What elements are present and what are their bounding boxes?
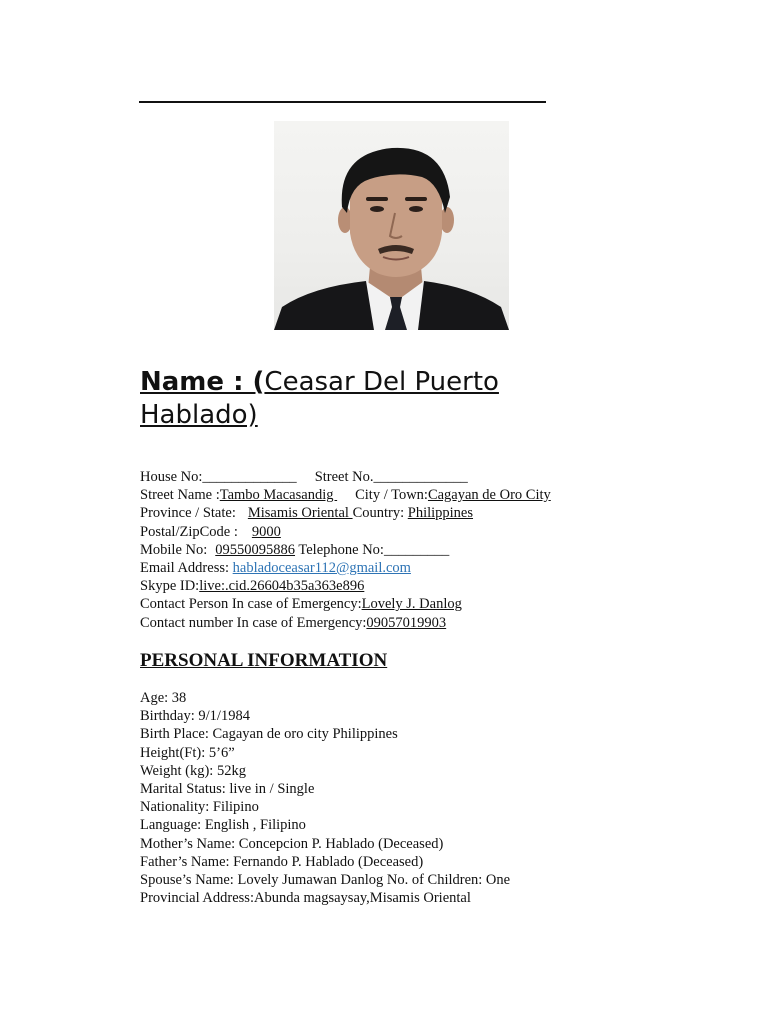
personal-info-line: Father’s Name: Fernando P. Hablado (Deceased)	[140, 853, 424, 870]
personal-info-line: Provincial Address:Abunda magsaysay,Misamis Oriental	[140, 890, 471, 907]
mobile-label: Mobile No:	[140, 541, 208, 558]
postal-label: Postal/ZipCode :	[140, 523, 238, 540]
top-rule	[139, 101, 546, 103]
name-heading	[140, 366, 600, 432]
emergency-person-line	[140, 595, 660, 613]
street-city-line	[140, 486, 660, 504]
personal-info-line: Height(Ft): 5’6”	[140, 744, 235, 761]
street-name-label: Street Name :	[140, 487, 220, 504]
contact-info	[140, 468, 660, 632]
personal-info-line: Marital Status: live in / Single	[140, 780, 315, 797]
postal-value: 9000	[251, 523, 281, 540]
province-country-line	[140, 504, 660, 522]
personal-info-line: Nationality: Filipino	[140, 799, 259, 816]
house-street-line	[140, 468, 660, 486]
province-value: Misamis Oriental	[247, 505, 353, 522]
house-no-field: House No:_____________	[140, 469, 297, 485]
personal-info-line: Birth Place: Cagayan de oro city Philippines	[140, 726, 398, 743]
country-value: Philippines	[407, 505, 474, 522]
personal-info-heading: PERSONAL INFORMATION	[140, 650, 388, 671]
email-label: Email Address:	[140, 559, 230, 576]
telephone-field: Telephone No:_________	[298, 541, 450, 558]
street-name-value: Tambo Macasandig	[219, 487, 338, 504]
emergency-number-label: Contact number In case of Emergency:	[140, 614, 367, 631]
emergency-person-value: Lovely J. Danlog	[361, 596, 462, 613]
skype-label: Skype ID:	[140, 578, 200, 595]
email-link[interactable]: habladoceasar112@gmail.com	[232, 559, 411, 576]
country-label: Country:	[352, 505, 405, 522]
mobile-value: 09550095886	[215, 541, 296, 558]
postal-line	[140, 523, 660, 541]
emergency-number-value: 09057019903	[366, 614, 447, 631]
emergency-person-label: Contact Person In case of Emergency:	[140, 596, 362, 613]
personal-info-line: Age: 38	[140, 690, 187, 706]
street-no-field: Street No._____________	[314, 469, 468, 485]
personal-info-line: Weight (kg): 52kg	[140, 762, 246, 779]
name-value: Ceasar Del Puerto Hablado)	[140, 367, 499, 430]
name-label: Name : (	[140, 367, 265, 397]
personal-info-line: Mother’s Name: Concepcion P. Hablado (Deceased)	[140, 835, 444, 852]
personal-info-list	[140, 689, 660, 907]
email-line	[140, 559, 660, 577]
city-label: City / Town:	[355, 487, 428, 504]
skype-value: live:.cid.26604b35a363e896	[199, 578, 365, 595]
profile-photo	[274, 121, 509, 330]
phone-line	[140, 541, 660, 559]
city-value: Cagayan de Oro City	[427, 487, 551, 504]
personal-info-line: Birthday: 9/1/1984	[140, 708, 250, 725]
profile-photo-image	[274, 121, 509, 330]
personal-info-line: Language: English , Filipino	[140, 817, 306, 834]
skype-line	[140, 577, 660, 595]
province-label: Province / State:	[140, 505, 236, 522]
emergency-number-line	[140, 614, 660, 632]
personal-info-line: Spouse’s Name: Lovely Jumawan Danlog No. of Children: One	[140, 871, 511, 888]
